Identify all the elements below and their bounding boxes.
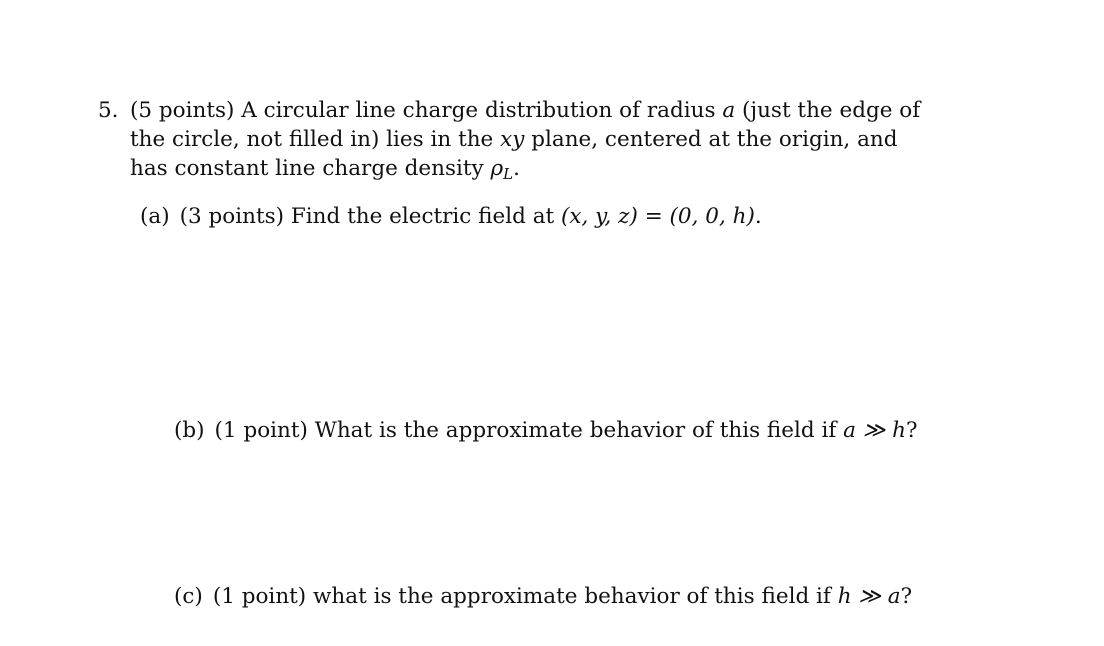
part-b-label: (b): [174, 418, 205, 443]
part-b-end: ?: [905, 418, 918, 443]
part-b-math: a ≫ h: [843, 418, 906, 443]
part-a-points: (3 points): [179, 204, 285, 229]
part-a-label: (a): [140, 204, 170, 229]
part-a-text: Find the electric field at: [284, 204, 561, 229]
part-a: [140, 202, 762, 231]
statement-text: A circular line charge distribution of radius: [234, 98, 723, 123]
statement-text: .: [513, 156, 520, 181]
rho-subscript: L: [503, 165, 514, 183]
part-a-math: (x, y, z) = (0, 0, h): [561, 204, 755, 229]
part-c-math: h ≫ a: [837, 584, 901, 609]
part-b-text: What is the approximate behavior of this field if: [307, 418, 844, 443]
problem-statement: [130, 96, 921, 189]
part-c-end: ?: [900, 584, 913, 609]
part-a-end: .: [754, 204, 762, 229]
statement-text: plane, centered at the origin, and: [524, 127, 898, 152]
rho-symbol: ρ: [490, 156, 504, 181]
var-xy: xy: [500, 127, 525, 152]
var-a: a: [722, 98, 736, 123]
statement-line-3: [130, 154, 898, 189]
statement-text: the circle, not filled in) lies in the: [130, 127, 501, 152]
statement-line-2: [130, 125, 898, 154]
part-c-text: what is the approximate behavior of this field if: [306, 584, 838, 609]
statement-line-1: [130, 96, 921, 125]
part-c-points: (1 point): [212, 584, 307, 609]
part-b: [174, 416, 918, 445]
part-c-label: (c): [174, 584, 203, 609]
part-b-points: (1 point): [214, 418, 308, 443]
part-c: [174, 582, 912, 611]
statement-text: (just the edge of: [735, 98, 921, 123]
problem-5: [98, 96, 921, 189]
problem-number: 5.: [98, 98, 119, 123]
problem-points: (5 points): [130, 98, 235, 123]
statement-text: has constant line charge density: [130, 156, 491, 181]
